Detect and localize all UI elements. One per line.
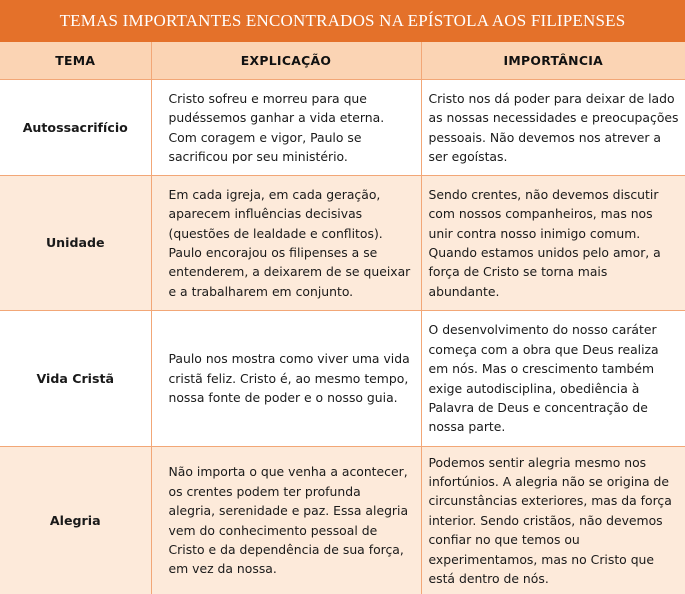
- table-title: TEMAS IMPORTANTES ENCONTRADOS NA EPÍSTOLA AOS FILIPENSES: [0, 0, 685, 42]
- header-importancia: IMPORTÂNCIA: [421, 42, 685, 80]
- importancia-cell: Podemos sentir alegria mesmo nos infortúnios. A alegria não se origina de circunstâncias exteriores, mas da força interior. Sendo cristãos, não devemos confiar no que temos ou experimentamos, mas no Cristo que está dentro de nós.: [421, 447, 685, 594]
- tema-cell: Autossacrifício: [0, 80, 151, 176]
- header-explicacao: EXPLICAÇÃO: [151, 42, 421, 80]
- table-row: [0, 447, 685, 594]
- table-row: [0, 176, 685, 311]
- explicacao-cell: Cristo sofreu e morreu para que pudéssemos ganhar a vida eterna. Com coragem e vigor, Paulo se sacrificou por seu ministério.: [151, 80, 421, 176]
- table-row: [0, 311, 685, 447]
- header-tema: TEMA: [0, 42, 151, 80]
- importancia-cell: Cristo nos dá poder para deixar de lado as nossas necessidades e preocupações pessoais. Não devemos nos atrever a ser egoístas.: [421, 80, 685, 176]
- tema-cell: Unidade: [0, 176, 151, 311]
- themes-table: [0, 42, 685, 594]
- importancia-cell: Sendo crentes, não devemos discutir com nossos companheiros, mas nos unir contra nosso inimigo comum. Quando estamos unidos pelo amor, a força de Cristo se torna mais abundante.: [421, 176, 685, 311]
- importancia-cell: O desenvolvimento do nosso caráter começa com a obra que Deus realiza em nós. Mas o crescimento também exige autodisciplina, obediência à Palavra de Deus e concentração de nossa parte.: [421, 311, 685, 447]
- tema-cell: Vida Cristã: [0, 311, 151, 447]
- explicacao-cell: Paulo nos mostra como viver uma vida cristã feliz. Cristo é, ao mesmo tempo, nossa fonte de poder e o nosso guia.: [151, 311, 421, 447]
- explicacao-cell: Não importa o que venha a acontecer, os crentes podem ter profunda alegria, serenidade e paz. Essa alegria vem do conhecimento pessoal de Cristo e da dependência de sua força, em vez da nossa.: [151, 447, 421, 594]
- table-row: [0, 80, 685, 176]
- tema-cell: Alegria: [0, 447, 151, 594]
- header-row: [0, 42, 685, 80]
- explicacao-cell: Em cada igreja, em cada geração, aparecem influências decisivas (questões de lealdade e conflitos). Paulo encorajou os filipenses a se entenderem, a deixarem de se queixar e a trabalharem em conjunto.: [151, 176, 421, 311]
